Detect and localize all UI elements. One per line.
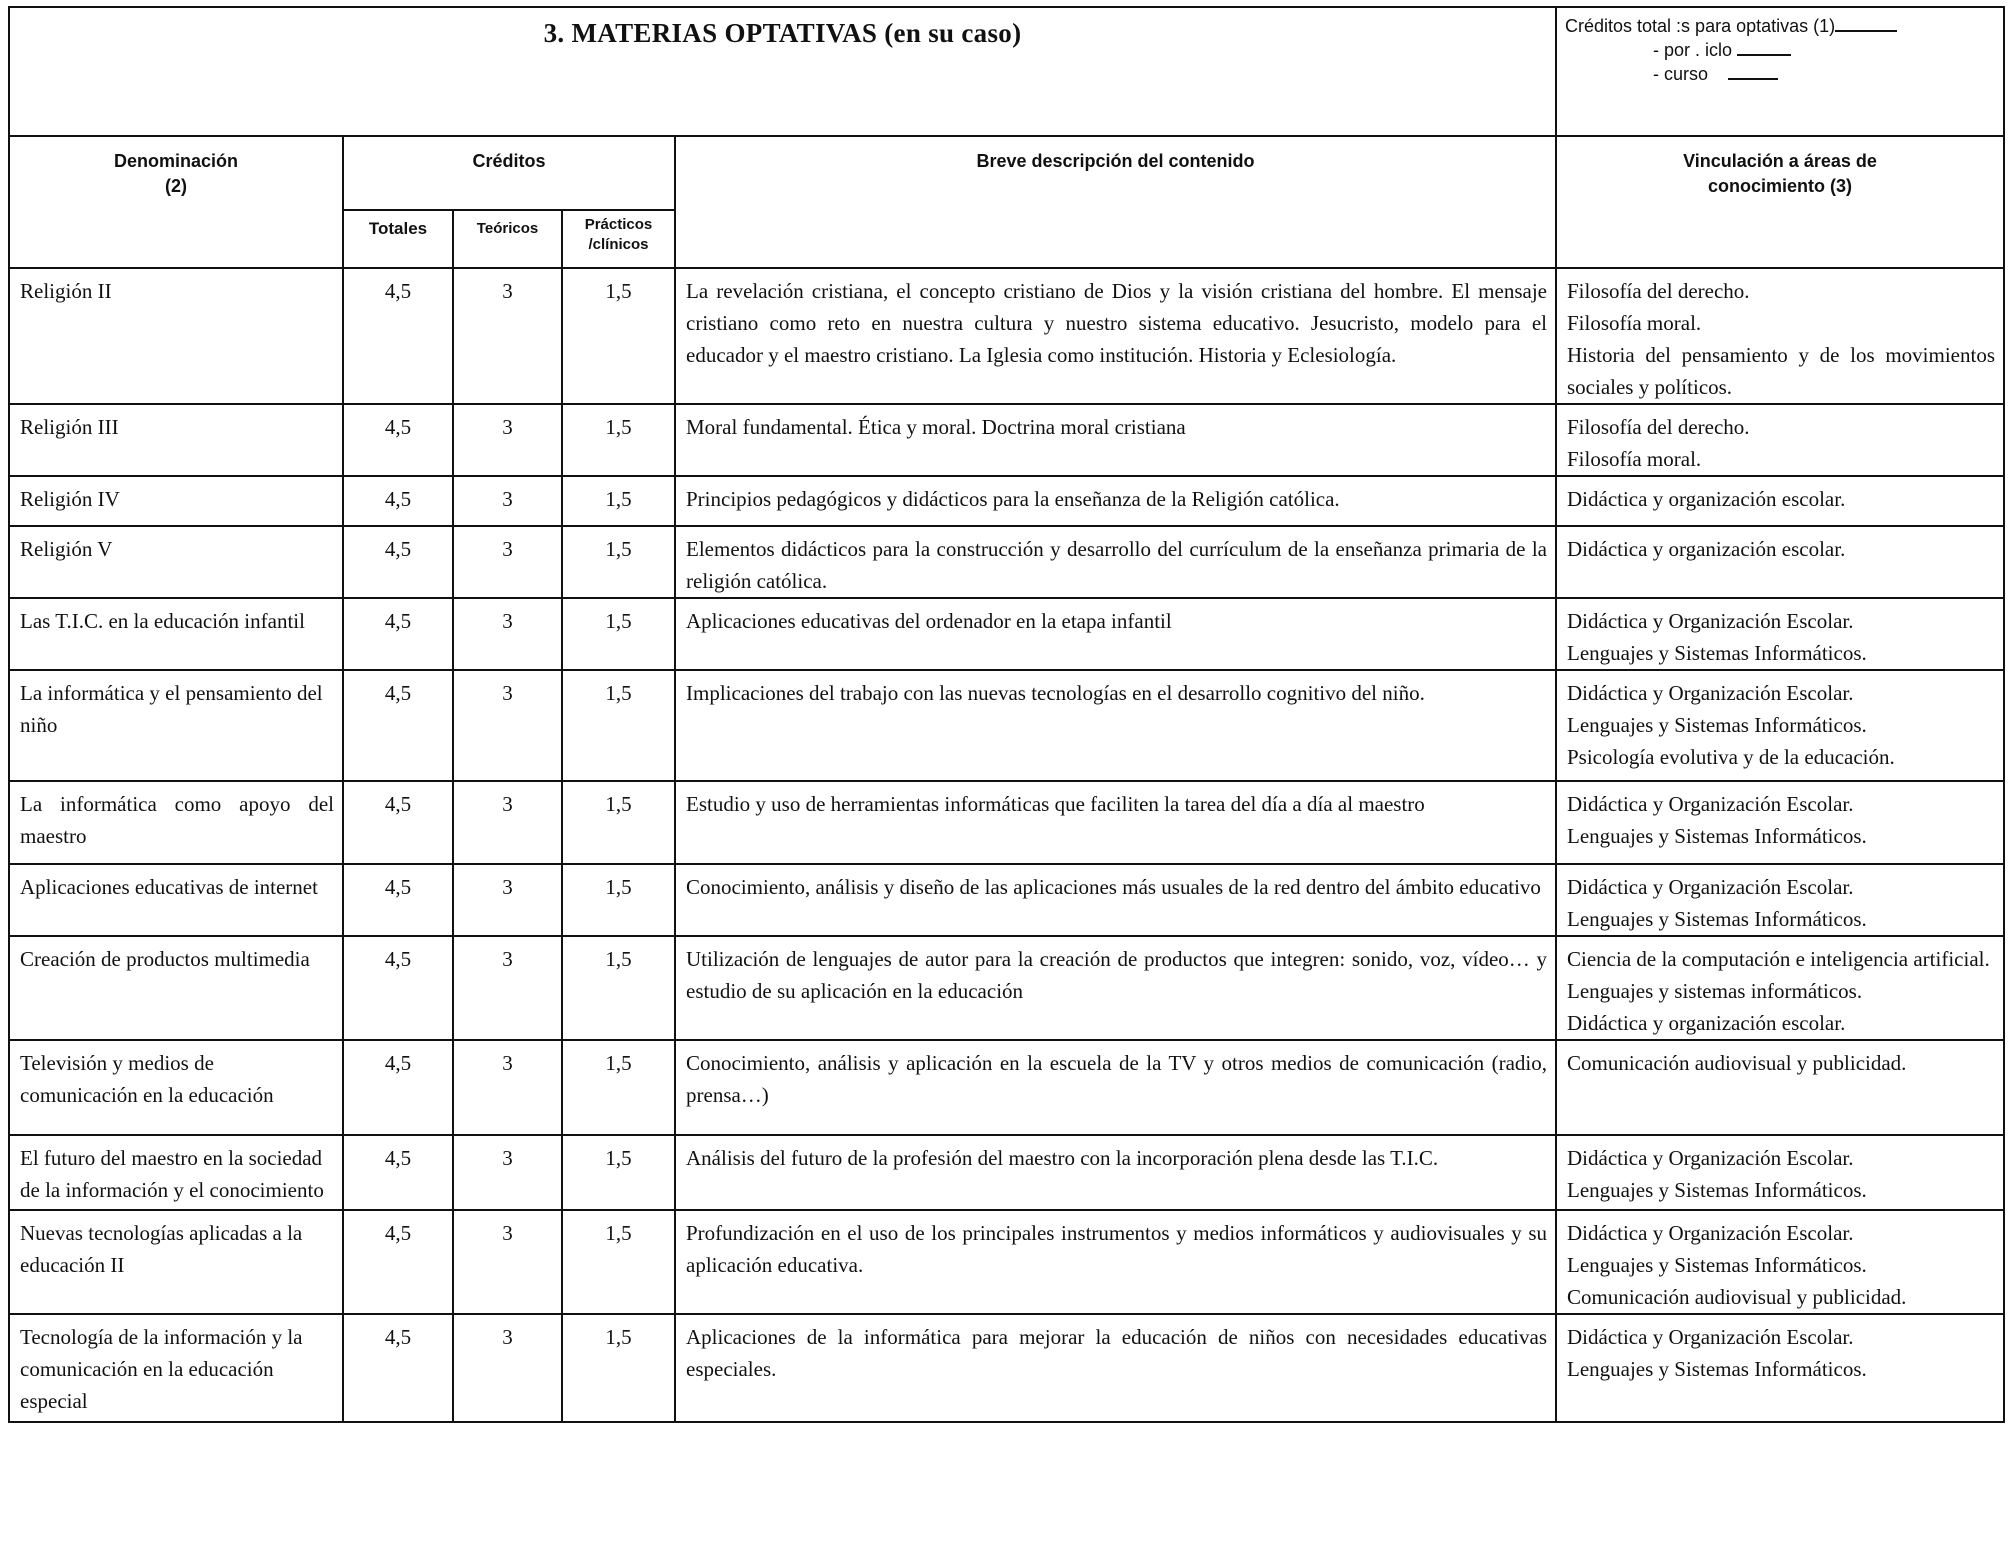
knowledge-area: Filosofía del derecho. [1567, 415, 1750, 439]
credits-practice: 1,5 [562, 1040, 675, 1135]
table-row [9, 404, 2004, 476]
credits-practice: 1,5 [562, 404, 675, 476]
knowledge-area: Didáctica y Organización Escolar. [1567, 1325, 1854, 1349]
knowledge-areas [1556, 526, 2004, 598]
subject-description: Utilización de lenguajes de autor para la creación de productos que integren: sonido, voz, vídeo… y estudio de su aplicación en la educación [675, 936, 1556, 1040]
credits-practice: 1,5 [562, 781, 675, 864]
subject-name: La informática como apoyo del maestro [9, 781, 343, 864]
credits-practice: 1,5 [562, 1210, 675, 1314]
credits-total: 4,5 [343, 781, 453, 864]
knowledge-areas [1556, 404, 2004, 476]
credits-theory: 3 [453, 1210, 562, 1314]
credits-theory: 3 [453, 864, 562, 936]
col-header-name-label: Denominación [113, 151, 238, 171]
col-header-areas-line1: Vinculación a áreas de [1683, 151, 1877, 171]
table-row [9, 1314, 2004, 1422]
total-credits-label: Créditos total :s para optativas (1) [1565, 16, 1836, 36]
knowledge-areas [1556, 670, 2004, 781]
table-row [9, 1135, 2004, 1210]
credits-practice: 1,5 [562, 268, 675, 404]
table-row [9, 1210, 2004, 1314]
document-sheet [8, 6, 2003, 1423]
knowledge-area: Historia del pensamiento y de los movimientos sociales y políticos. [1567, 343, 1995, 399]
knowledge-area: Ciencia de la computación e inteligencia artificial. [1567, 947, 1990, 971]
subject-name: Aplicaciones educativas de internet [9, 864, 343, 936]
credits-total: 4,5 [343, 1210, 453, 1314]
credits-summary [1556, 7, 2004, 136]
credits-total: 4,5 [343, 936, 453, 1040]
subject-description: Profundización en el uso de los principales instrumentos y medios informáticos y audiovisuales y su aplicación educativa. [675, 1210, 1556, 1314]
subject-description: Moral fundamental. Ética y moral. Doctrina moral cristiana [675, 404, 1556, 476]
knowledge-areas [1556, 1040, 2004, 1135]
per-cycle-blank [1737, 38, 1791, 56]
credits-theory: 3 [453, 936, 562, 1040]
subject-name: Nuevas tecnologías aplicadas a la educación II [9, 1210, 343, 1314]
credits-theory: 3 [453, 404, 562, 476]
subject-name: Religión V [9, 526, 343, 598]
subject-name: Religión II [9, 268, 343, 404]
credits-practice: 1,5 [562, 936, 675, 1040]
subject-description: Aplicaciones de la informática para mejorar la educación de niños con necesidades educativas especiales. [675, 1314, 1556, 1422]
subject-description: La revelación cristiana, el concepto cristiano de Dios y la visión cristiana del hombre. El mensaje cristiano como reto en nuestra cultura y nuestro sistema educativo. Jesucristo, modelo para el educador y el maestro cristiano. La Iglesia como institución. Historia y Eclesiología. [675, 268, 1556, 404]
title-row [9, 7, 2004, 136]
credits-total: 4,5 [343, 476, 453, 526]
credits-theory: 3 [453, 1040, 562, 1135]
subject-name: El futuro del maestro en la sociedad de la información y el conocimiento [9, 1135, 343, 1210]
table-row [9, 864, 2004, 936]
credits-total: 4,5 [343, 1135, 453, 1210]
knowledge-areas [1556, 476, 2004, 526]
credits-theory: 3 [453, 1314, 562, 1422]
col-header-practice-line1: Prácticos [584, 216, 653, 233]
knowledge-areas [1556, 781, 2004, 864]
knowledge-area: Comunicación audiovisual y publicidad. [1567, 1285, 1907, 1309]
subject-description: Aplicaciones educativas del ordenador en la etapa infantil [675, 598, 1556, 670]
credits-theory: 3 [453, 526, 562, 598]
credits-theory: 3 [453, 1135, 562, 1210]
knowledge-areas [1556, 598, 2004, 670]
col-header-description: Breve descripción del contenido [675, 136, 1556, 268]
col-header-theory: Teóricos [453, 210, 562, 268]
subject-description: Principios pedagógicos y didácticos para la enseñanza de la Religión católica. [675, 476, 1556, 526]
credits-total: 4,5 [343, 598, 453, 670]
subject-name: La informática y el pensamiento del niño [9, 670, 343, 781]
knowledge-areas [1556, 864, 2004, 936]
credits-theory: 3 [453, 598, 562, 670]
table-row [9, 1040, 2004, 1135]
table-row [9, 526, 2004, 598]
column-header-row [9, 136, 2004, 210]
col-header-areas-line2: conocimiento (3) [1707, 176, 1852, 196]
credits-practice: 1,5 [562, 476, 675, 526]
credits-theory: 3 [453, 670, 562, 781]
credits-practice: 1,5 [562, 598, 675, 670]
credits-total: 4,5 [343, 1040, 453, 1135]
table-row [9, 670, 2004, 781]
col-header-practice-line2: /clínicos [588, 236, 649, 253]
knowledge-areas [1556, 268, 2004, 404]
total-credits-blank [1835, 14, 1897, 32]
knowledge-area: Didáctica y Organización Escolar. [1567, 609, 1854, 633]
credits-practice: 1,5 [562, 1314, 675, 1422]
col-header-areas [1556, 136, 2004, 268]
subject-description: Conocimiento, análisis y diseño de las aplicaciones más usuales de la red dentro del ámbito educativo [675, 864, 1556, 936]
credits-total: 4,5 [343, 1314, 453, 1422]
knowledge-area: Lenguajes y sistemas informáticos. [1567, 979, 1863, 1003]
subject-name: Televisión y medios de comunicación en la educación [9, 1040, 343, 1135]
col-header-practice [562, 210, 675, 268]
knowledge-area: Didáctica y Organización Escolar. [1567, 875, 1854, 899]
subject-description: Estudio y uso de herramientas informáticas que faciliten la tarea del día a día al maestro [675, 781, 1556, 864]
knowledge-area: Filosofía del derecho. [1567, 279, 1750, 303]
optional-subjects-table [8, 6, 2005, 1423]
knowledge-areas [1556, 1314, 2004, 1422]
subject-name: Religión IV [9, 476, 343, 526]
knowledge-areas [1556, 936, 2004, 1040]
knowledge-area: Didáctica y organización escolar. [1567, 487, 1846, 511]
col-header-credits: Créditos [343, 136, 675, 210]
credits-practice: 1,5 [562, 1135, 675, 1210]
credits-total: 4,5 [343, 268, 453, 404]
subject-name: Creación de productos multimedia [9, 936, 343, 1040]
col-header-name [9, 136, 343, 268]
subject-name: Religión III [9, 404, 343, 476]
subject-description: Conocimiento, análisis y aplicación en la escuela de la TV y otros medios de comunicación (radio, prensa…) [675, 1040, 1556, 1135]
knowledge-area: Didáctica y organización escolar. [1567, 537, 1846, 561]
knowledge-area: Lenguajes y Sistemas Informáticos. [1567, 824, 1867, 848]
knowledge-area: Lenguajes y Sistemas Informáticos. [1567, 713, 1867, 737]
per-cycle-label: - por . iclo [1653, 40, 1733, 60]
knowledge-areas [1556, 1210, 2004, 1314]
knowledge-area: Didáctica y Organización Escolar. [1567, 681, 1854, 705]
table-row [9, 598, 2004, 670]
knowledge-area: Lenguajes y Sistemas Informáticos. [1567, 641, 1867, 665]
knowledge-areas [1556, 1135, 2004, 1210]
credits-total: 4,5 [343, 404, 453, 476]
table-row [9, 936, 2004, 1040]
subject-name: Tecnología de la información y la comunicación en la educación especial [9, 1314, 343, 1422]
credits-total: 4,5 [343, 670, 453, 781]
knowledge-area: Filosofía moral. [1567, 311, 1702, 335]
page-title: 3. MATERIAS OPTATIVAS (en su caso) [543, 18, 1022, 48]
knowledge-area: Psicología evolutiva y de la educación. [1567, 745, 1895, 769]
credits-practice: 1,5 [562, 670, 675, 781]
credits-total: 4,5 [343, 864, 453, 936]
knowledge-area: Didáctica y organización escolar. [1567, 1011, 1846, 1035]
table-row [9, 476, 2004, 526]
credits-total: 4,5 [343, 526, 453, 598]
knowledge-area: Didáctica y Organización Escolar. [1567, 1146, 1854, 1170]
knowledge-area: Lenguajes y Sistemas Informáticos. [1567, 1253, 1867, 1277]
credits-practice: 1,5 [562, 526, 675, 598]
table-row [9, 781, 2004, 864]
subjects-body [9, 268, 2004, 1422]
table-row [9, 268, 2004, 404]
credits-theory: 3 [453, 476, 562, 526]
per-course-label: - curso [1653, 64, 1709, 84]
subject-description: Análisis del futuro de la profesión del maestro con la incorporación plena desde las T.I.C. [675, 1135, 1556, 1210]
knowledge-area: Didáctica y Organización Escolar. [1567, 792, 1854, 816]
knowledge-area: Lenguajes y Sistemas Informáticos. [1567, 907, 1867, 931]
knowledge-area: Comunicación audiovisual y publicidad. [1567, 1051, 1907, 1075]
credits-theory: 3 [453, 781, 562, 864]
subject-description: Implicaciones del trabajo con las nuevas tecnologías en el desarrollo cognitivo del niño. [675, 670, 1556, 781]
subject-description: Elementos didácticos para la construcción y desarrollo del currículum de la enseñanza primaria de la religión católica. [675, 526, 1556, 598]
col-header-totals: Totales [343, 210, 453, 268]
per-course-blank [1728, 62, 1778, 80]
knowledge-area: Didáctica y Organización Escolar. [1567, 1221, 1854, 1245]
knowledge-area: Lenguajes y Sistemas Informáticos. [1567, 1178, 1867, 1202]
credits-theory: 3 [453, 268, 562, 404]
col-header-name-note: (2) [165, 176, 187, 196]
knowledge-area: Lenguajes y Sistemas Informáticos. [1567, 1357, 1867, 1381]
credits-practice: 1,5 [562, 864, 675, 936]
subject-name: Las T.I.C. en la educación infantil [9, 598, 343, 670]
knowledge-area: Filosofía moral. [1567, 447, 1702, 471]
title-cell [9, 7, 1556, 136]
